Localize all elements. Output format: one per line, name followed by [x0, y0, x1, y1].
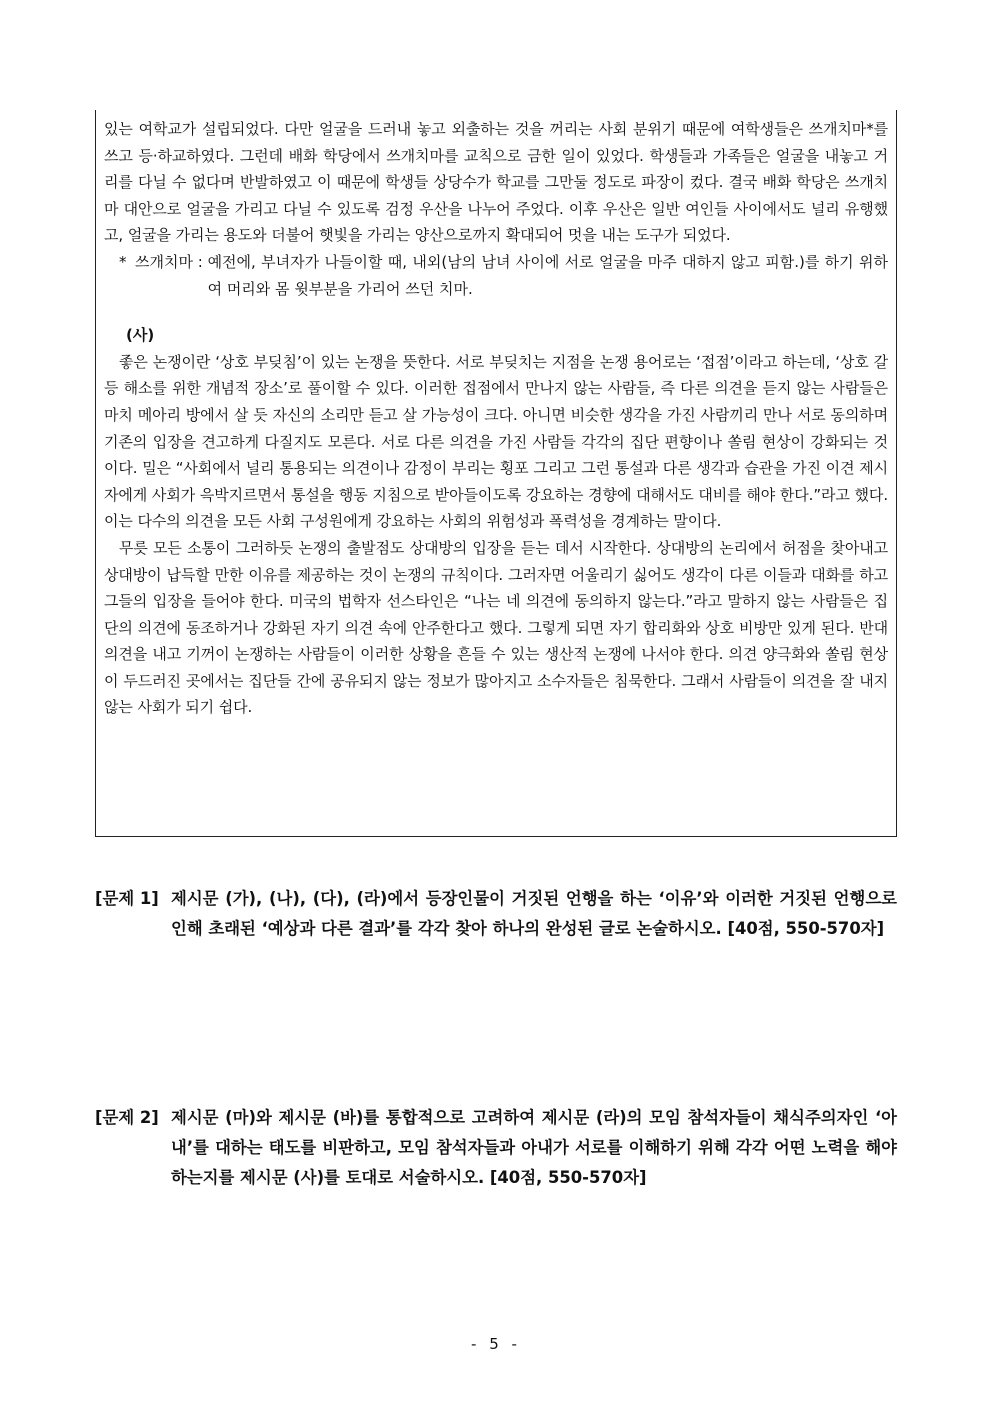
passage-sa-label: (사) [126, 326, 155, 345]
passage-continuation: 있는 여학교가 설립되었다. 다만 얼굴을 드러내 놓고 외출하는 것을 꺼리는 사회 분위기 때문에 여학생들은 쓰개치마*를 쓰고 등·하교하였다. 그런데 배화 학당에서 쓰개치마를 교칙으로 금한 일이 있었다. 학생들과 가족들은 얼굴을 내놓고 거리를 다닐 수 없다며 반발하였고 이 때문에 학생들 상당수가 학교를 그만둘 정도로 파장이 컸다. 결국 배화 학당은 쓰개치마 대안으로 얼굴을 가리고 다닐 수 있도록 검정 우산을 나누어 주었다. 이후 우산은 일반 여인들 사이에서도 널리 유행했고, 얼굴을 가리는 용도와 더불어 햇빛을 가리는 양산으로까지 확대되어 멋을 내는 도구가 되었다. [104, 120, 888, 245]
footnote-definition: 예전에, 부녀자가 나들이할 때, 내외(남의 남녀 사이에 서로 얼굴을 마주 대하지 않고 피함.)를 하기 위하여 머리와 몸 윗부분을 가리어 쓰던 치마. [207, 252, 888, 298]
question-2-label: [문제 2] [95, 1108, 159, 1127]
question-2 [95, 1103, 897, 1193]
footnote-term: 쓰개치마 : [135, 252, 208, 271]
page-number: - 5 - [471, 1335, 521, 1353]
footnote-mark: * [119, 252, 127, 271]
footnote [104, 249, 888, 302]
passage-sa-paragraph-2: 무릇 모든 소통이 그러하듯 논쟁의 출발점도 상대방의 입장을 듣는 데서 시작한다. 상대방의 논리에서 허점을 찾아내고 상대방이 납득할 만한 이유를 제공하는 것이 논쟁의 규칙이다. 그러자면 어울리기 싫어도 생각이 다른 이들과 대화를 하고 그들의 입장을 들어야 한다. 미국의 법학자 선스타인은 “나는 네 의견에 동의하지 않는다.”라고 말하지 않는 사람들은 집단의 의견에 동조하거나 강화된 자기 의견 속에 안주한다고 했다. 그렇게 되면 자기 합리화와 상호 비방만 있게 된다. 반대 의견을 내고 기꺼이 논쟁하는 사람들이 이러한 상황을 흔들 수 있는 생산적 논쟁에 나서야 한다. 의견 양극화와 쏠림 현상이 두드러진 곳에서는 집단들 간에 공유되지 않는 정보가 많아지고 소수자들은 침묵한다. 그래서 사람들이 의견을 잘 내지 않는 사회가 되기 쉽다. [104, 538, 888, 717]
question-1 [95, 884, 897, 944]
passage-box [95, 110, 897, 837]
question-1-text: 제시문 (가), (나), (다), (라)에서 등장인물이 거짓된 언행을 하는 ‘이유’와 이러한 거짓된 언행으로 인해 초래된 ‘예상과 다른 결과’를 각각 찾아 하나의 완성된 글로 논술하시오. [40점, 550-570자] [171, 889, 897, 938]
question-1-label: [문제 1] [95, 889, 159, 908]
passage-sa-paragraph-1: 좋은 논쟁이란 ‘상호 부딪침’이 있는 논쟁을 뜻한다. 서로 부딪치는 지점을 논쟁 용어로는 ‘접점’이라고 하는데, ‘상호 갈등 해소를 위한 개념적 장소’로 풀이할 수 있다. 이러한 접점에서 만나지 않는 사람들, 즉 다른 의견을 듣지 않는 사람들은 마치 메아리 방에서 살 듯 자신의 소리만 듣고 살 가능성이 크다. 아니면 비슷한 생각을 가진 사람끼리 만나 서로 동의하며 기존의 입장을 견고하게 다질지도 모른다. 서로 다른 의견을 가진 사람들 각각의 집단 편향이나 쏠림 현상이 강화되는 것이다. 밀은 “사회에서 널리 통용되는 의견이나 감정이 부리는 횡포 그리고 그런 통설과 다른 생각과 습관을 가진 이견 제시자에게 사회가 윽박지르면서 통설을 행동 지침으로 받아들이도록 강요하는 경향에 대해서도 대비를 해야 한다.”라고 했다. 이는 다수의 의견을 모든 사회 구성원에게 강요하는 사회의 위험성과 폭력성을 경계하는 말이다. [104, 352, 888, 531]
question-2-text: 제시문 (마)와 제시문 (바)를 통합적으로 고려하여 제시문 (라)의 모임 참석자들이 채식주의자인 ‘아내’를 대하는 태도를 비판하고, 모임 참석자들과 아내가 서로를 이해하기 위해 각각 어떤 노력을 해야 하는지를 제시문 (사)를 토대로 서술하시오. [40점, 550-570자] [171, 1108, 897, 1187]
